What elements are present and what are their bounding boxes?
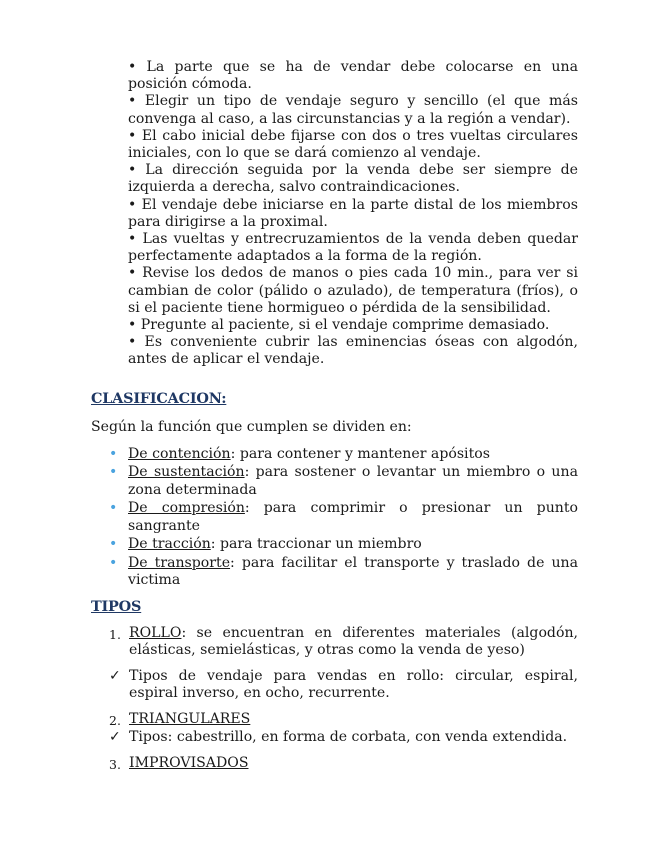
rule-item: • Las vueltas y entrecruzamientos de la venda deben quedar perfectamente adaptados a la forma de la región. bbox=[128, 231, 578, 265]
item-term: ROLLO bbox=[129, 625, 182, 641]
bullet-icon: • bbox=[109, 500, 118, 517]
check-text: Tipos: cabestrillo, en forma de corbata, con venda extendida. bbox=[129, 729, 568, 745]
item-term: De compresión bbox=[128, 500, 245, 517]
item-desc: : para facilitar el transporte y traslado de una victima bbox=[128, 554, 578, 588]
item-number: 1. bbox=[109, 627, 121, 642]
item-term: De transporte bbox=[128, 554, 231, 571]
checkmark-icon: ✓ bbox=[109, 668, 121, 684]
bullet-icon: • bbox=[109, 536, 118, 553]
function-list bbox=[106, 446, 578, 590]
item-desc: : para traccionar un miembro bbox=[210, 536, 422, 553]
check-text: Tipos de vendaje para vendas en rollo: circular, espiral, espiral inverso, en ocho, recurrente. bbox=[129, 668, 578, 702]
rule-item: • La parte que se ha de vendar debe colocarse en una posición cómoda. bbox=[128, 59, 578, 93]
rule-item: • Es conveniente cubrir las eminencias óseas con algodón, antes de aplicar el vendaje. bbox=[128, 334, 578, 368]
item-term: De tracción bbox=[128, 536, 211, 553]
check-item bbox=[109, 668, 578, 703]
item-term: IMPROVISADOS bbox=[129, 755, 249, 771]
list-item bbox=[106, 500, 578, 535]
checkmark-icon: ✓ bbox=[109, 729, 121, 745]
type-item-improvisados bbox=[109, 755, 578, 772]
item-number: 2. bbox=[109, 713, 121, 728]
item-term: De sustentación bbox=[128, 464, 245, 481]
rule-item: • Pregunte al paciente, si el vendaje comprime demasiado. bbox=[128, 317, 550, 334]
item-desc: : para sostener o levantar un miembro o una zona determinada bbox=[128, 464, 578, 498]
type-item-triangulares bbox=[109, 711, 578, 728]
bullet-icon: • bbox=[109, 554, 118, 571]
list-item bbox=[106, 446, 578, 463]
item-desc: : para comprimir o presionar un punto sangrante bbox=[128, 500, 578, 534]
rule-item: • La dirección seguida por la venda debe ser siempre de izquierda a derecha, salvo contraindicaciones. bbox=[128, 162, 578, 196]
item-desc: : para contener y mantener apósitos bbox=[230, 446, 490, 462]
list-item bbox=[106, 536, 578, 553]
list-item bbox=[106, 555, 578, 590]
bandage-rules bbox=[128, 59, 578, 369]
rule-item: • El vendaje debe iniciarse en la parte distal de los miembros para dirigirse a la proximal. bbox=[128, 196, 578, 230]
item-desc: : se encuentran en diferentes materiales (algodón, elásticas, semielásticas, y otras como la venda de yeso) bbox=[129, 625, 578, 659]
type-item-rollo bbox=[109, 625, 578, 660]
clasificacion-intro: Según la función que cumplen se dividen en: bbox=[91, 419, 412, 435]
list-item bbox=[106, 464, 578, 499]
bullet-icon: • bbox=[109, 464, 118, 481]
tipos-heading: TIPOS bbox=[91, 598, 142, 615]
clasificacion-heading: CLASIFICACION: bbox=[91, 390, 227, 407]
rule-item: • El cabo inicial debe fijarse con dos o tres vueltas circulares iniciales, con lo que se dará comienzo al vendaje. bbox=[128, 127, 578, 162]
rule-item: • Elegir un tipo de vendaje seguro y sencillo (el que más convenga al caso, a las circunstancias y a la región a vendar). bbox=[128, 93, 578, 127]
item-term: De contención bbox=[128, 446, 231, 462]
item-term: TRIANGULARES bbox=[129, 711, 251, 727]
bullet-icon: • bbox=[109, 446, 118, 462]
check-item bbox=[109, 729, 578, 746]
rule-item: • Revise los dedos de manos o pies cada 10 min., para ver si cambian de color (pálido o azulado), de temperatura (fríos), o si el paciente tiene hormigueo o pérdida de la sensibilidad. bbox=[128, 265, 578, 316]
item-number: 3. bbox=[109, 757, 121, 772]
